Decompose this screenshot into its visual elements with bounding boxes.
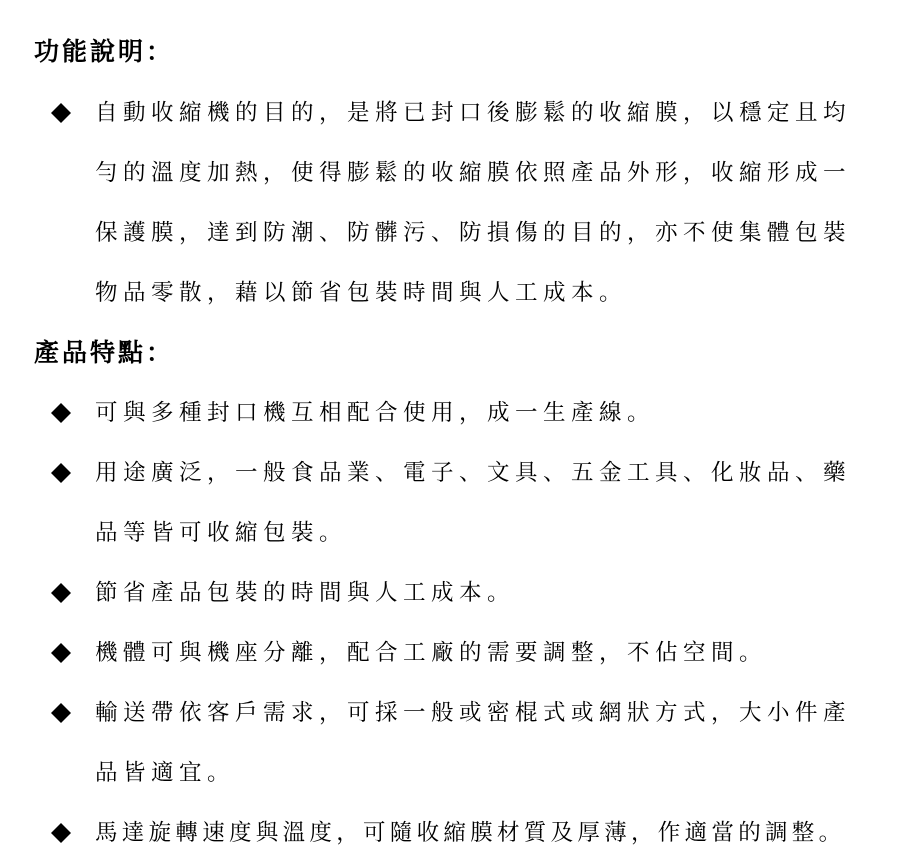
section-heading-function: 功能說明： — [34, 37, 175, 66]
feature-item-5-line-1: 輸送帶依客戶需求，可採一般或密棍式或網狀方式，大小件產 — [95, 700, 852, 726]
diamond-bullet-icon — [50, 582, 72, 604]
feature-item-2-line-2: 品等皆可收縮包裝。 — [95, 520, 348, 546]
diamond-bullet-icon — [50, 102, 72, 124]
section-heading-features: 產品特點： — [34, 338, 175, 367]
feature-item-1-line-1: 可與多種封口機互相配合使用，成一生產線。 — [95, 400, 656, 426]
function-description-line-2: 勻的溫度加熱，使得膨鬆的收縮膜依照產品外形，收縮形成一 — [95, 160, 852, 186]
feature-item-2-line-1: 用途廣泛，一般食品業、電子、文具、五金工具、化妝品、藥 — [95, 460, 852, 486]
diamond-bullet-icon — [50, 642, 72, 664]
diamond-bullet-icon — [50, 462, 72, 484]
diamond-bullet-icon — [50, 822, 72, 844]
function-description-line-1: 自動收縮機的目的，是將已封口後膨鬆的收縮膜，以穩定且均 — [95, 100, 852, 126]
diamond-bullet-icon — [50, 402, 72, 424]
feature-item-4-line-1: 機體可與機座分離，配合工廠的需要調整，不佔空間。 — [95, 640, 768, 666]
function-description-line-4: 物品零散，藉以節省包裝時間與人工成本。 — [95, 280, 628, 306]
feature-item-5-line-2: 品皆適宜。 — [95, 760, 236, 786]
feature-item-6-line-1: 馬達旋轉速度與溫度，可隨收縮膜材質及厚薄，作適當的調整。 — [95, 820, 846, 846]
feature-item-3-line-1: 節省產品包裝的時間與人工成本。 — [95, 580, 516, 606]
diamond-bullet-icon — [50, 702, 72, 724]
function-description-line-3: 保護膜，達到防潮、防髒污、防損傷的目的，亦不使集體包裝 — [95, 220, 852, 246]
